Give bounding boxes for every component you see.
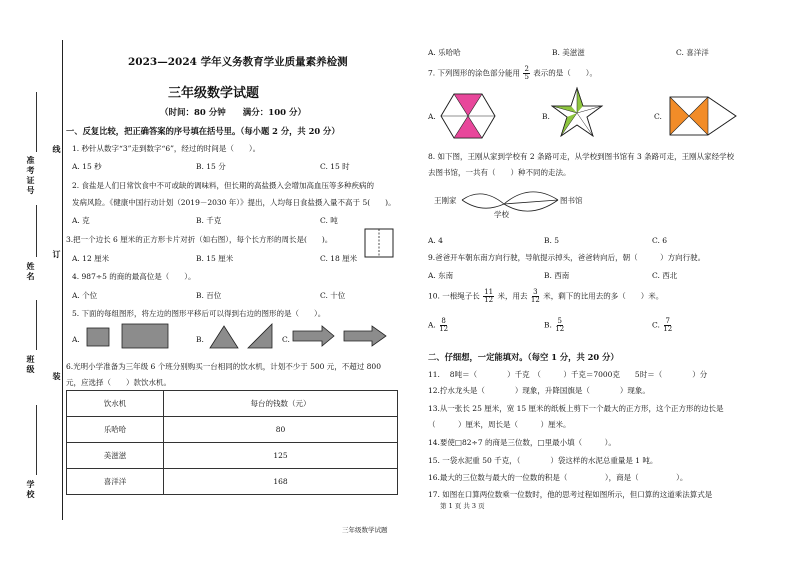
fraction-denominator: 12 bbox=[555, 325, 565, 333]
q7-b-star bbox=[550, 86, 604, 140]
q13-line2: （ ）厘米，周长是（ ）厘米。 bbox=[428, 420, 571, 429]
time-info: （时间：80 分钟 满分：100 分） bbox=[160, 108, 306, 118]
q6-price-table bbox=[66, 390, 398, 495]
folded-square-figure bbox=[364, 228, 394, 258]
q7-stem bbox=[428, 66, 597, 81]
q7-stem-a: 7. 下列图形的涂色部分能用 bbox=[428, 68, 521, 78]
table-cell: 80 bbox=[164, 417, 398, 443]
table-cell: 喜洋洋 bbox=[67, 469, 164, 495]
table-row bbox=[67, 469, 398, 495]
q16: 16.最大的三位数与最大的一位数的积是（ ），商是（ ）。 bbox=[428, 473, 688, 482]
q1-option-a: A. 15 秒 bbox=[72, 162, 102, 171]
q6-option-a: A. 乐哈哈 bbox=[428, 48, 461, 57]
table-cell: 168 bbox=[164, 469, 398, 495]
binding-margin bbox=[0, 0, 60, 561]
q3-option-b: B. 15 厘米 bbox=[196, 254, 234, 263]
option-fraction bbox=[439, 318, 448, 333]
q5-a-rectangles bbox=[86, 322, 170, 350]
q1-stem: 1. 秒针从数字“3”走到数字“6”，经过的时间是（ ）。 bbox=[72, 144, 261, 153]
name-label: 姓名 bbox=[26, 262, 36, 282]
q8-label-home: 王刚家 bbox=[434, 196, 457, 205]
q7-a-hexagon bbox=[440, 92, 496, 140]
name-line bbox=[36, 205, 37, 257]
option-label: C. bbox=[652, 320, 660, 330]
q2-option-c: C. 吨 bbox=[320, 216, 338, 225]
q3-option-a: A. 12 厘米 bbox=[72, 254, 110, 263]
table-header-cell: 每台的钱数（元） bbox=[164, 391, 398, 417]
table-cell: 乐哈哈 bbox=[67, 417, 164, 443]
section2-heading: 二、仔细想，一定能填对。（每空 1 分，共 20 分） bbox=[428, 352, 619, 362]
table-header-row bbox=[67, 391, 398, 417]
footer-right: 第 1 页 共 3 页 bbox=[440, 502, 485, 510]
binding-char: 订 bbox=[52, 250, 62, 260]
q2-line2: 发病风险。《健康中国行动计划（2019－2030 年）》提出，人均每日食盐摄入量不高于 5( )。 bbox=[72, 198, 396, 207]
fraction-denominator: 5 bbox=[524, 73, 529, 81]
option-fraction bbox=[555, 318, 564, 333]
q8-option-c: C. 6 bbox=[652, 236, 668, 245]
q3-stem: 3.把一个边长 6 厘米的正方形卡片对折（如右图），每个长方形的周长是( )。 bbox=[66, 235, 333, 244]
table-row bbox=[67, 443, 398, 469]
q3-option-c: C. 18 厘米 bbox=[320, 254, 358, 263]
class-label: 班级 bbox=[26, 355, 36, 375]
q7-c-pentagon bbox=[668, 95, 738, 137]
q9-option-c: C. 西北 bbox=[652, 271, 678, 280]
seal-line-char: 线 bbox=[52, 145, 62, 155]
q11: 11. 8吨＝（ ）千克 （ ）千克＝7000克 5时＝（ ）分 bbox=[428, 370, 708, 379]
option-label: A. bbox=[428, 320, 436, 330]
option-label: B. bbox=[544, 320, 552, 330]
subtitle: 三年级数学试题 bbox=[168, 86, 260, 101]
fraction-numerator: 7 bbox=[665, 317, 670, 325]
q7-fraction bbox=[523, 66, 529, 81]
q10-option-c bbox=[652, 318, 673, 333]
q10-option-b bbox=[544, 318, 565, 333]
q10-stem-a: 10. 一根绳子长 bbox=[428, 291, 480, 301]
seal-char: 装 bbox=[52, 372, 62, 382]
table-header-cell: 饮水机 bbox=[67, 391, 164, 417]
fraction-numerator: 5 bbox=[557, 317, 562, 325]
q7-option-a: A. bbox=[428, 112, 436, 121]
q10-stem bbox=[428, 289, 663, 304]
class-line bbox=[36, 300, 37, 350]
main-title: 2023—2024 学年义务教育学业质量素养检测 bbox=[128, 56, 348, 68]
q10-fraction-1 bbox=[483, 289, 494, 304]
q8-label-school: 学校 bbox=[494, 210, 509, 219]
fraction-numerator: 11 bbox=[484, 288, 494, 296]
table-cell: 125 bbox=[164, 443, 398, 469]
q2-option-b: B. 千克 bbox=[196, 216, 222, 225]
fraction-denominator: 12 bbox=[484, 296, 494, 304]
q15: 15. 一袋水泥重 50 千克，（ ）袋这样的水泥总重量是 1 吨。 bbox=[428, 456, 658, 465]
fraction-denominator: 12 bbox=[439, 325, 449, 333]
table-row bbox=[67, 417, 398, 443]
q6-line1: 6.光明小学准备为三年级 6 个班分别购买一台相同的饮水机，计划不少于 500 元，不超过 800 bbox=[66, 362, 381, 371]
q9-stem: 9.爸爸开车朝东南方向行驶，导航提示掉头，爸爸转向后，朝（ ）方向行驶。 bbox=[428, 253, 706, 262]
exam-number-line bbox=[36, 92, 37, 152]
table-cell: 美滋滋 bbox=[67, 443, 164, 469]
q5-b-triangles bbox=[208, 322, 274, 350]
q4-stem: 4. 987÷5 的商的最高位是（ ）。 bbox=[72, 272, 196, 281]
q5-option-c: C. bbox=[282, 335, 290, 344]
school-line bbox=[36, 405, 37, 475]
q8-label-library: 图书馆 bbox=[560, 196, 583, 205]
section1-heading: 一、反复比较，把正确答案的序号填在括号里。（每小题 2 分，共 20 分） bbox=[66, 126, 340, 136]
q7-option-c: C. bbox=[654, 112, 662, 121]
q9-option-b: B. 西南 bbox=[544, 271, 570, 280]
q2-option-a: A. 克 bbox=[72, 216, 90, 225]
margin-rule bbox=[62, 40, 63, 520]
q7-stem-b: 表示的是（ ）。 bbox=[533, 68, 598, 78]
q6-line2: 元，应选择（ ）款饮水机。 bbox=[66, 378, 171, 387]
q4-option-c: C. 十位 bbox=[320, 291, 346, 300]
q10-stem-c: 米，剩下的比用去的多（ ）米。 bbox=[543, 291, 664, 301]
q10-stem-b: 米，用去 bbox=[497, 291, 528, 301]
q5-stem: 5. 下面的每组图形，将左边的图形平移后可以得到右边的图形的是（ ）。 bbox=[72, 309, 326, 318]
q8-route-diagram bbox=[460, 188, 560, 218]
q8-option-b: B. 5 bbox=[544, 236, 560, 245]
q17: 17. 如图在口算两位数乘一位数时，他的思考过程如图所示，但口算的这道乘法算式是 bbox=[428, 490, 713, 499]
q10-option-a bbox=[428, 318, 449, 333]
school-label: 学校 bbox=[26, 480, 36, 500]
footer-left: 三年级数学试题 bbox=[342, 526, 388, 534]
q4-option-a: A. 个位 bbox=[72, 291, 98, 300]
q7-option-b: B. bbox=[542, 112, 550, 121]
option-fraction bbox=[663, 318, 672, 333]
q4-option-b: B. 百位 bbox=[196, 291, 222, 300]
q12: 12.拧水龙头是（ ）现象，升降国旗是（ ）现象。 bbox=[428, 386, 650, 395]
q6-option-c: C. 喜洋洋 bbox=[676, 48, 709, 57]
q5-c-arrows bbox=[292, 324, 388, 348]
q1-option-c: C. 15 时 bbox=[320, 162, 350, 171]
q5-option-b: B. bbox=[196, 335, 204, 344]
fraction-denominator: 12 bbox=[530, 296, 540, 304]
q8-line2: 去图书馆，一共有（ ）种不同的走法。 bbox=[428, 168, 571, 177]
fraction-numerator: 2 bbox=[524, 65, 529, 73]
q9-option-a: A. 东南 bbox=[428, 271, 454, 280]
q8-line1: 8. 如下图，王刚从家到学校有 2 条路可走，从学校到图书馆有 3 条路可走，王刚从家经学校 bbox=[428, 152, 735, 161]
q10-fraction-2 bbox=[531, 289, 540, 304]
fraction-numerator: 8 bbox=[441, 317, 446, 325]
fraction-numerator: 3 bbox=[533, 288, 538, 296]
q2-line1: 2. 食盐是人们日常饮食中不可或缺的调味料，但长期的高盐摄入会增加高血压等多种疾病的 bbox=[72, 181, 375, 190]
exam-number-label: 准考证号 bbox=[26, 156, 36, 196]
q1-option-b: B. 15 分 bbox=[196, 162, 226, 171]
q8-option-a: A. 4 bbox=[428, 236, 443, 245]
q5-option-a: A. bbox=[72, 335, 80, 344]
q6-option-b: B. 美滋滋 bbox=[552, 48, 585, 57]
fraction-denominator: 12 bbox=[663, 325, 673, 333]
q14: 14.要使□82÷7 的商是三位数，□里最小填（ ）。 bbox=[428, 438, 616, 447]
q13-line1: 13.从一张长 25 厘米，宽 15 厘米的纸板上剪下一个最大的正方形，这个正方形的边长是 bbox=[428, 404, 724, 413]
